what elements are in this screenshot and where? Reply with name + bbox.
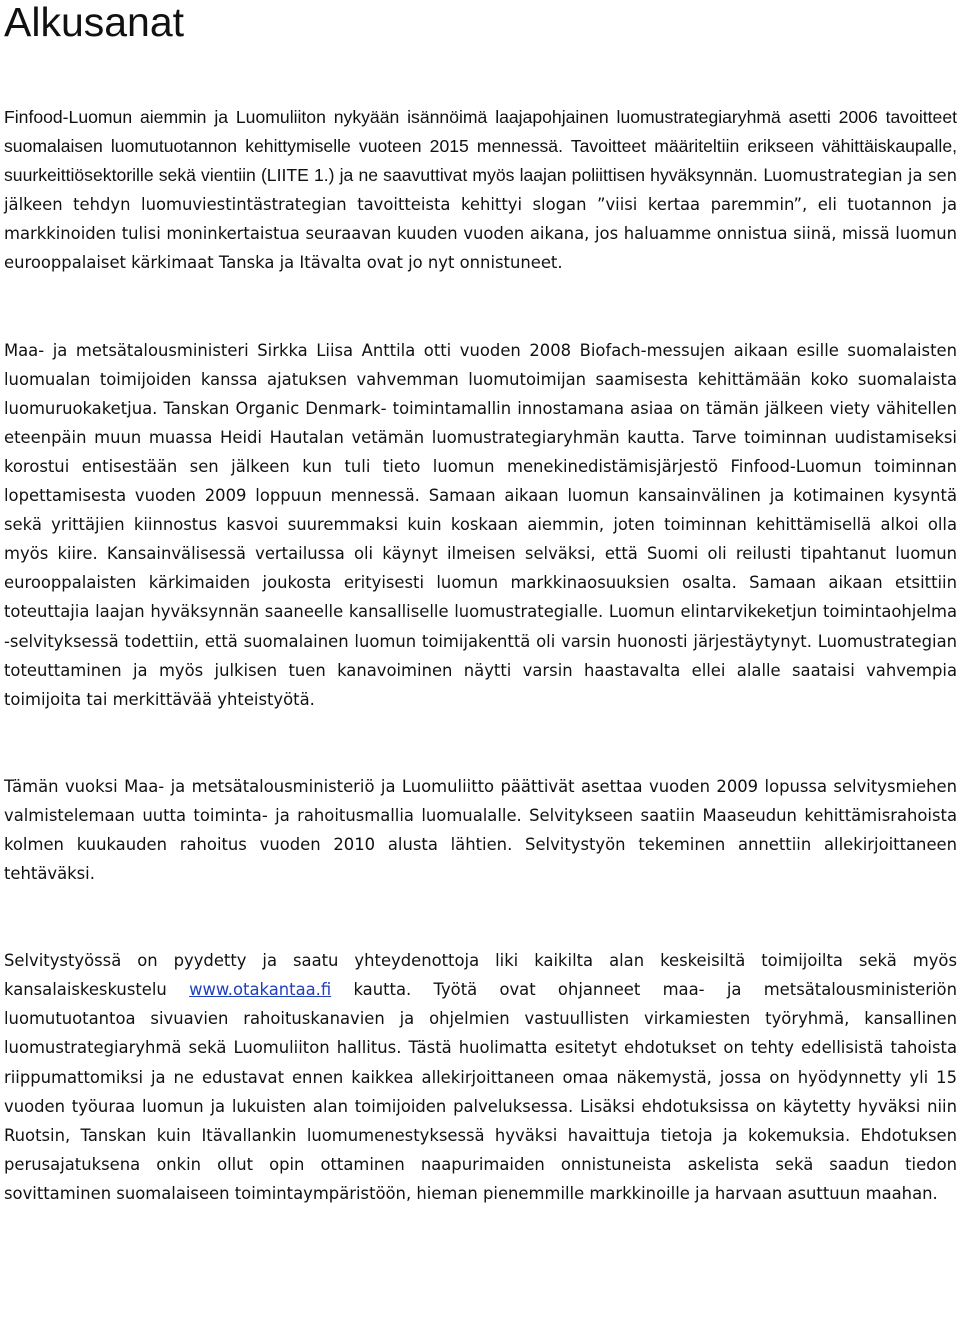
document-page [4,0,957,1208]
paragraph-4-before-link: Selvitystyössä on pyydetty ja saatu yhteydenottoja liki kaikilta alan keskeisiltä toimijoilta sekä myös kansalaiskeskustelu [4,951,957,1000]
paragraph-4 [4,946,957,1208]
otakantaa-link[interactable]: www.otakantaa.fi [189,980,332,1000]
paragraph-4-after-link: kautta. Työtä ovat ohjanneet maa- ja metsätalousministeriön luomutuotantoa sivuavien rahoituskanavien ja ohjelmien vastuullisten virkamiesten työryhmä, kansallinen luomustrategiaryhmä sekä Luomuliiton hallitus. Tästä huolimatta esitetyt ehdotukset on tehty edellisistä tahoista riippumattomiksi ja ne edustavat ennen kaikkea allekirjoittaneen omaa näkemystä, jossa on hyödynnetty yli 15 vuoden työuraa luomun ja lukuisten alan toimijoiden palveluksessa. Lisäksi ehdotuksissa on käytetty hyväksi niin Ruotsin, Tanskan kuin Itävallankin luomumenestyksessä hyväksi havaittuja tietoja ja kokemuksia. Ehdotuksen perusajatuksena onkin ollut opin ottaminen naapurimaiden onnistuneista askelista sekä saadun tiedon sovittaminen suomalaiseen toimintaympäristöön, hieman pienemmille markkinoille ja harvaan asuttuun maahan. [4,980,957,1203]
paragraph-1 [4,103,957,278]
paragraph-2: Maa- ja metsätalousministeri Sirkka Liisa Anttila otti vuoden 2008 Biofach-messujen aikaan esille suomalaisten luomualan toimijoiden kanssa ajatuksen vahvemman luomutoimijan saamisesta kehittämään koko suomalaista luomuruokaketjua. Tanskan Organic Denmark- toimintamallin innostamana asiaa on tämän jälkeen viety vähitellen eteenpäin muun muassa Heidi Hautalan vetämän luomustrategiaryhmän kautta. Tarve toiminnan uudistamiseksi korostui entisestään sen jälkeen kun tuli tieto luomun menekinedistämisjärjestö Finfood-Luomun toiminnan lopettamisesta vuoden 2009 loppuun mennessä. Samaan aikaan luomun kansainvälinen ja kotimainen kysyntä sekä yrittäjien kiinnostus kasvoi suuremmaksi kuin koskaan aiemmin, joten toiminnan kehittämisellä alkoi olla myös kiire. Kansainvälisessä vertailussa oli käynyt ilmeisen selväksi, että Suomi oli reilusti tipahtanut luomun eurooppalaisten kärkimaiden joukosta erityisesti luomun markkinaosuuksien osalta. Samaan aikaan etsittiin toteuttajia laajan hyväksynnän saaneelle kansalliselle luomustrategialle. Luomun elintarvikeketjun toimintaohjelma -selvityksessä todettiin, että suomalainen luomun toimijakenttä oli varsin huonosti järjestäytynyt. Luomustrategian toteuttaminen ja myös julkisen tuen kanavoiminen näytti varsin haastavalta ellei alalle saataisi vahvempia toimijoita tai merkittävää yhteistyötä. [4,340,957,709]
paragraph-3: Tämän vuoksi Maa- ja metsätalousministeriö ja Luomuliitto päättivät asettaa vuoden 2009 lopussa selvitysmiehen valmistelemaan uutta toiminta- ja rahoitusmallia luomualalle. Selvitykseen saatiin Maaseudun kehittämisrahoista kolmen kuukauden rahoitus vuoden 2010 alusta lähtien. Selvitystyön tekeminen annettiin allekirjoittaneen tehtäväksi. [4,776,957,884]
page-title: Alkusanat [4,0,185,45]
paragraph-1-continuation: Luomustrategian ja sen jälkeen tehdyn luomuviestintästrategian tavoitteista kehittyi slogan ”viisi kertaa paremmin”, eli tuotannon ja markkinoiden tulisi moninkertaistua seuraavan kuuden vuoden aikana, jos haluamme onnistua siinä, missä luomun eurooppalaiset kärkimaat Tanska ja Itävalta ovat jo nyt onnistuneet. [4,166,957,273]
paragraph-1-intro: Finfood-Luomun aiemmin ja Luomuliiton nykyään isännöimä laajapohjainen luomustrategiaryhmä asetti 2006 tavoitteet suomalaisen luomutuotannon kehittymiselle vuoteen 2015 mennessä. Tavoitteet määriteltiin erikseen vähittäiskaupalle, suurkeittiösektorille sekä vientiin (LIITE 1.) ja ne saavuttivat myös laajan poliittisen hyväksynnän. [4,107,957,186]
